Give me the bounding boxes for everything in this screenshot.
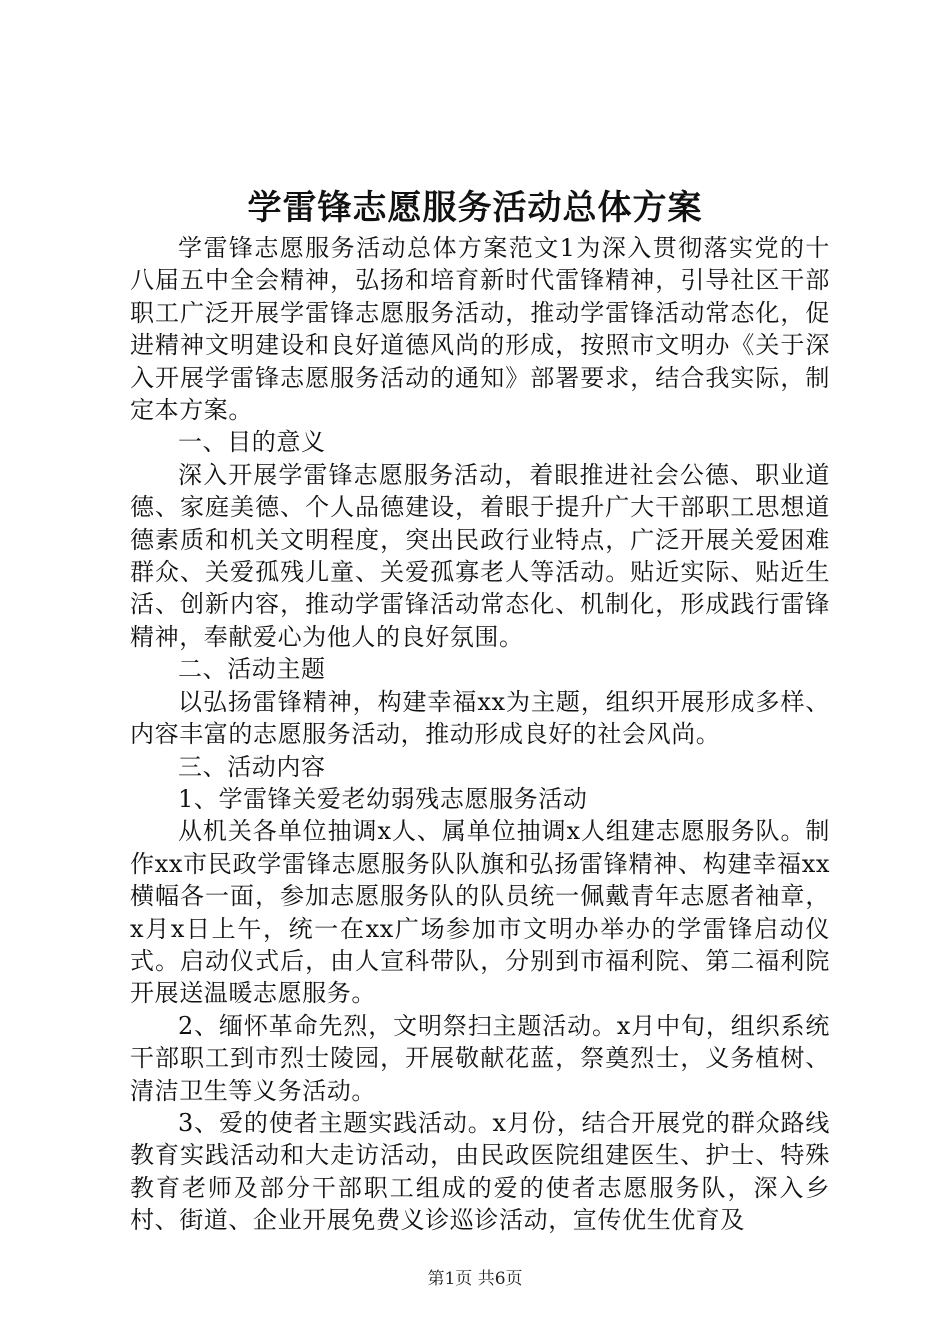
paragraph-activity-3: 3、爱的使者主题实践活动。x月份，结合开展党的群众路线教育实践活动和大走访活动，由民政医院组建医生、护士、特殊教育老师及部分干部职工组成的爱的使者志愿服务队，深入乡村、街道、企业开展免费义诊巡诊活动，宣传优生优育及: [130, 1108, 830, 1235]
paragraph-activity-1: 从机关各单位抽调x人、属单位抽调x人组建志愿服务队。制作xx市民政学雷锋志愿服务队队旗和弘扬雷锋精神、构建幸福xx横幅各一面，参加志愿服务队的队员统一佩戴青年志愿者袖章，x月x日上午，统一在xx广场参加市文明办举办的学雷锋启动仪式。启动仪式后，由人宣科带队，分别到市福利院、第二福利院开展送温暖志愿服务。: [130, 817, 830, 1008]
section-heading-theme: 二、活动主题: [178, 655, 326, 684]
section-heading-purpose: 一、目的意义: [178, 428, 326, 457]
document-title: 学雷锋志愿服务活动总体方案: [247, 188, 703, 228]
section-heading-content: 三、活动内容: [178, 752, 326, 781]
paragraph-intro: 学雷锋志愿服务活动总体方案范文1为深入贯彻落实党的十八届五中全会精神，弘扬和培育新时代雷锋精神，引导社区干部职工广泛开展学雷锋志愿服务活动，推动学雷锋活动常态化，促进精神文明建设和良好道德风尚的形成，按照市文明办《关于深入开展学雷锋志愿服务活动的通知》部署要求，结合我实际，制定本方案。: [130, 234, 830, 425]
paragraph-theme: 以弘扬雷锋精神，构建幸福xx为主题，组织开展形成多样、内容丰富的志愿服务活动，推动形成良好的社会风尚。: [130, 687, 830, 749]
document-body: [130, 232, 830, 1237]
paragraph-purpose: 深入开展学雷锋志愿服务活动，着眼推进社会公德、职业道德、家庭美德、个人品德建设，着眼于提升广大干部职工思想道德素质和机关文明程度，突出民政行业特点，广泛开展关爱困难群众、关爱孤残儿童、关爱孤寡老人等活动。贴近实际、贴近生活、创新内容，推动学雷锋活动常态化、机制化，形成践行雷锋精神，奉献爱心为他人的良好氛围。: [130, 460, 830, 651]
page-footer: 第1页 共6页: [427, 1269, 523, 1289]
subheading-activity-1: 1、学雷锋关爱老幼弱残志愿服务活动: [178, 784, 588, 813]
paragraph-activity-2: 2、缅怀革命先烈，文明祭扫主题活动。x月中旬，组织系统干部职工到市烈士陵园，开展敬献花蓝，祭奠烈士，义务植树、清洁卫生等义务活动。: [130, 1011, 830, 1105]
